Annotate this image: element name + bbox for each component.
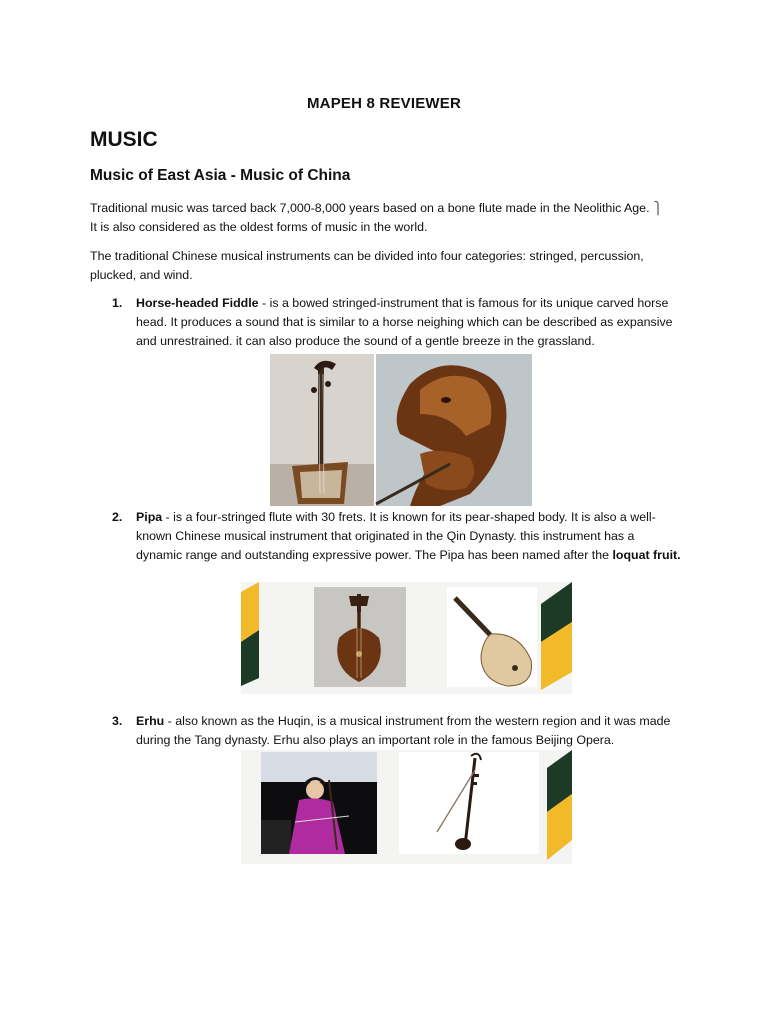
horse-fiddle-image [270, 354, 532, 506]
list-number: 2. [112, 510, 123, 524]
erhu-image [241, 750, 572, 864]
instrument-name: Erhu [136, 714, 165, 728]
section-heading: MUSIC [90, 128, 158, 151]
margin-mark: ⎫ [653, 201, 663, 215]
instrument-description: - is a four-stringed flute with 30 frets. It is known for its pear-shaped body. It is also a well-known Chinese musical instrument that originated in the Qin Dynasty. this instrument has a dynamic range and outstanding expressive power. The Pipa has been named after the [136, 510, 656, 562]
loquat-emphasis: loquat fruit. [612, 548, 681, 562]
instrument-description: - is a bowed stringed-instrument that is famous for its unique carved horse head. It produces a sound that is similar to a horse neighing which can be described as expansive and unrestrained. it can also produce the sound of a gentle breeze in the grassland. [136, 296, 673, 348]
list-number: 3. [112, 714, 123, 728]
instrument-description: - also known as the Huqin, is a musical instrument from the western region and it was made during the Tang dynasty. Erhu also plays an important role in the famous Beijing Opera. [136, 714, 671, 747]
categories-paragraph: The traditional Chinese musical instruments can be divided into four categories: stringed, percussion, plucked, and wind. [90, 249, 644, 282]
document-title: MAPEH 8 REVIEWER [306, 95, 462, 112]
subsection-heading: Music of East Asia - Music of China [90, 167, 351, 184]
intro-paragraph [90, 199, 680, 236]
list-number: 1. [112, 296, 123, 310]
instrument-name: Pipa [136, 510, 163, 524]
list-item-pipa [112, 508, 682, 565]
intro-line-2: It is also considered as the oldest forms of music in the world. [90, 219, 428, 234]
list-item-erhu [112, 712, 682, 750]
instrument-name: Horse-headed Fiddle [136, 296, 259, 310]
intro-line-1: Traditional music was tarced back 7,000-8,000 years based on a bone flute made in the Neolithic Age. [90, 201, 650, 215]
pipa-image [241, 582, 572, 694]
list-item-horse-fiddle [112, 294, 682, 351]
